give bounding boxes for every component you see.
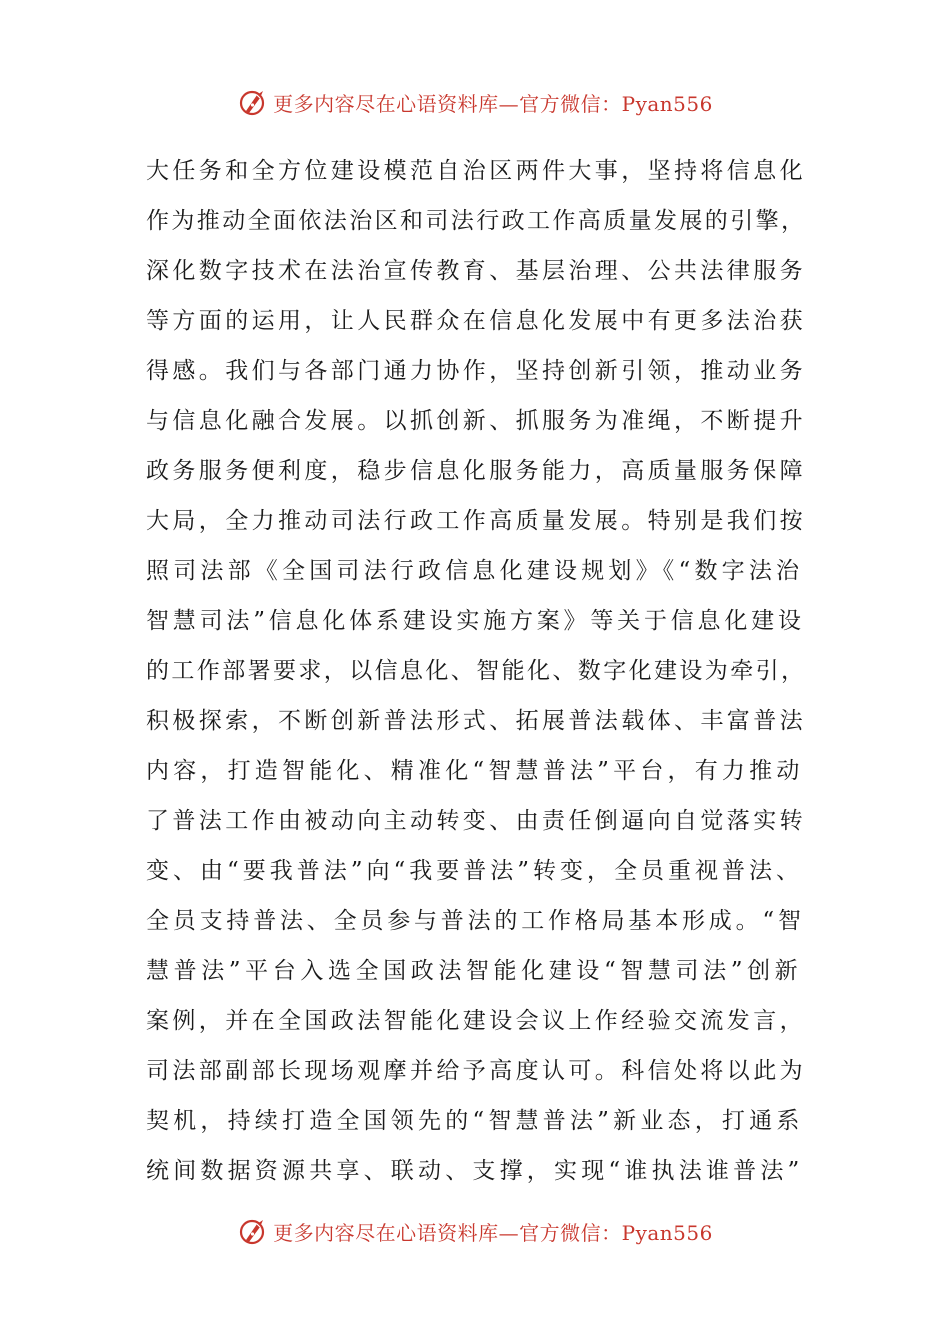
body-line: 积极探索，不断创新普法形式、拓展普法载体、丰富普法: [146, 708, 806, 734]
body-line: 的工作部署要求，以信息化、智能化、数字化建设为牵引，: [146, 658, 807, 684]
body-line: 案例，并在全国政法智能化建设会议上作经验交流发言，: [146, 1008, 806, 1034]
body-line: 等方面的运用，让人民群众在信息化发展中有更多法治获: [146, 308, 806, 334]
body-line: 全员支持普法、全员参与普法的工作格局基本形成。“智: [146, 908, 805, 934]
body-line: 大任务和全方位建设模范自治区两件大事，坚持将信息化: [146, 158, 806, 184]
pen-nib-logo-icon: [237, 86, 269, 118]
body-line: 与信息化融合发展。以抓创新、抓服务为准绳，不断提升: [146, 408, 806, 434]
body-line: 契机，持续打造全国领先的“智慧普法”新业态，打通系: [146, 1108, 804, 1134]
body-line: 照司法部《全国司法行政信息化建设规划》《“数字法治: [146, 558, 804, 584]
body-line: 司法部副部长现场观摩并给予高度认可。科信处将以此为: [146, 1058, 806, 1084]
header-banner-text: 更多内容尽在心语资料库—官方微信：Pyan556: [273, 91, 713, 116]
footer-banner-text: 更多内容尽在心语资料库—官方微信：Pyan556: [273, 1220, 713, 1245]
body-line: 统间数据资源共享、联动、支撑，实现“谁执法谁普法”: [146, 1158, 804, 1184]
pen-nib-logo-icon: [237, 1215, 269, 1247]
body-line: 内容，打造智能化、精准化“智慧普法”平台，有力推动: [146, 758, 804, 784]
body-line: 深化数字技术在法治宣传教育、基层治理、公共法律服务: [146, 258, 806, 284]
footer-banner: [0, 1211, 950, 1251]
body-line: 得感。我们与各部门通力协作，坚持创新引领，推动业务: [146, 358, 806, 384]
header-banner: [0, 82, 950, 122]
body-line: 慧普法”平台入选全国政法智能化建设“智慧司法”创新: [146, 958, 803, 984]
document-body: [146, 146, 806, 1196]
body-line: 智慧司法”信息化体系建设实施方案》等关于信息化建设: [146, 608, 805, 634]
body-line: 政务服务便利度，稳步信息化服务能力，高质量服务保障: [146, 458, 806, 484]
body-line: 了普法工作由被动向主动转变、由责任倒逼向自觉落实转: [146, 808, 806, 834]
body-line: 大局，全力推动司法行政工作高质量发展。特别是我们按: [146, 508, 806, 534]
body-line: 变、由“要我普法”向“我要普法”转变，全员重视普法、: [146, 858, 804, 884]
body-line: 作为推动全面依法治区和司法行政工作高质量发展的引擎，: [146, 208, 807, 234]
